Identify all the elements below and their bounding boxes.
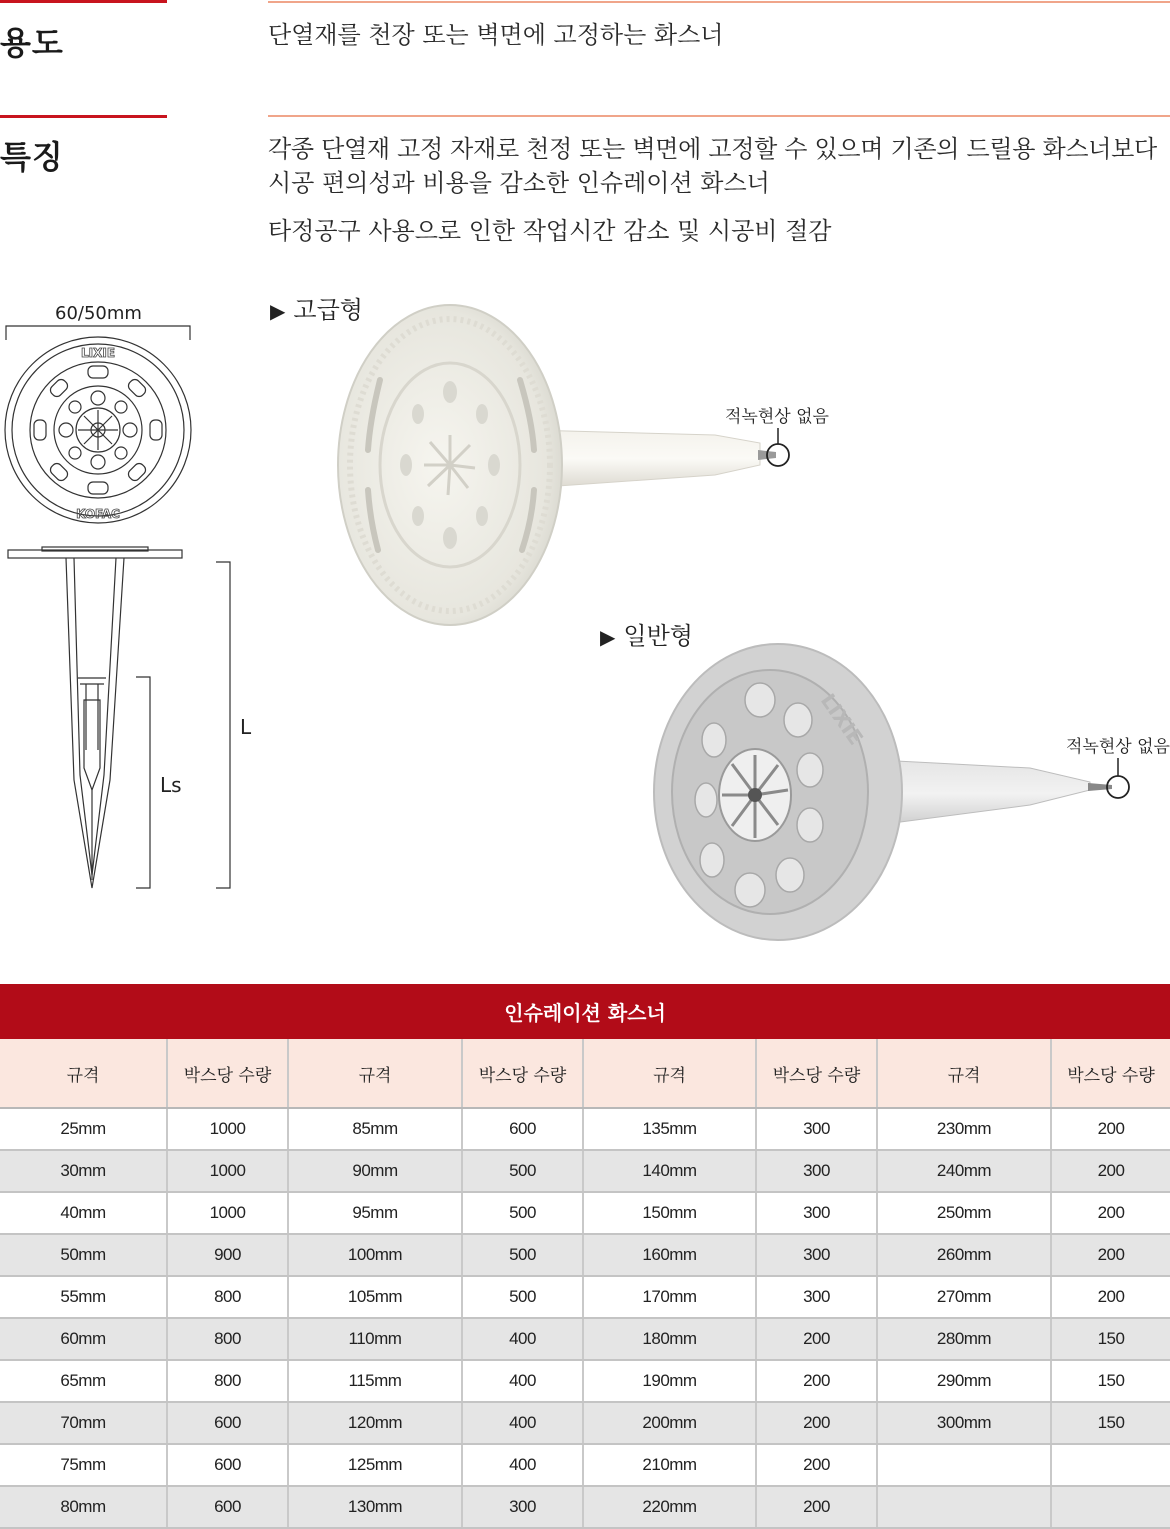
spec-size-cell: 160mm [583,1234,756,1276]
fastener-technical-drawing [0,320,260,900]
box-quantity-cell: 200 [1051,1234,1170,1276]
premium-label-text: 고급형 [293,296,363,324]
box-quantity-cell: 600 [462,1108,583,1150]
box-quantity-cell: 200 [1051,1108,1170,1150]
standard-fastener-image [650,640,1140,950]
spec-size-cell: 95mm [288,1192,462,1234]
spec-size-cell: 40mm [0,1192,167,1234]
box-quantity-cell: 1000 [167,1150,288,1192]
table-title: 인슈레이션 화스너 [0,984,1170,1039]
spec-size-cell: 105mm [288,1276,462,1318]
col-header: 규격 [583,1039,756,1108]
spec-size-cell: 240mm [877,1150,1051,1192]
spec-size-cell: 300mm [877,1402,1051,1444]
box-quantity-cell: 150 [1051,1360,1170,1402]
box-quantity-cell: 200 [1051,1150,1170,1192]
spec-size-cell: 85mm [288,1108,462,1150]
table-row [0,1486,1170,1528]
box-quantity-cell: 800 [167,1276,288,1318]
box-quantity-cell: 600 [167,1486,288,1528]
usage-divider [268,1,1170,3]
box-quantity-cell: 150 [1051,1402,1170,1444]
spec-size-cell: 200mm [583,1402,756,1444]
box-quantity-cell: 150 [1051,1318,1170,1360]
box-quantity-cell: 500 [462,1192,583,1234]
spec-size-cell: 30mm [0,1150,167,1192]
spec-size-cell [877,1444,1051,1486]
usage-heading-underline [0,0,167,3]
spec-size-cell: 55mm [0,1276,167,1318]
table-header-row [0,1039,1170,1108]
spec-size-cell: 280mm [877,1318,1051,1360]
spec-size-cell: 110mm [288,1318,462,1360]
box-quantity-cell: 200 [756,1486,877,1528]
box-quantity-cell [1051,1444,1170,1486]
features-heading: 특징 [0,138,64,176]
spec-size-cell: 135mm [583,1108,756,1150]
features-line-2: 시공 편의성과 비용을 감소한 인슈레이션 화스너 [268,169,770,197]
box-quantity-cell: 300 [756,1276,877,1318]
spec-size-cell: 25mm [0,1108,167,1150]
standard-brand-mark: LIXIE [815,689,869,750]
standard-label-text: 일반형 [623,622,693,650]
spec-size-cell: 130mm [288,1486,462,1528]
box-quantity-cell: 400 [462,1318,583,1360]
spec-size-cell: 100mm [288,1234,462,1276]
box-quantity-cell: 600 [167,1402,288,1444]
box-quantity-cell: 200 [1051,1192,1170,1234]
box-quantity-cell: 300 [462,1486,583,1528]
box-quantity-cell: 500 [462,1276,583,1318]
spec-size-cell: 270mm [877,1276,1051,1318]
premium-callout: 적녹현상 없음 [725,407,829,427]
spec-size-cell: 180mm [583,1318,756,1360]
spec-size-cell: 75mm [0,1444,167,1486]
standard-callout: 적녹현상 없음 [1066,737,1170,757]
spec-size-cell: 190mm [583,1360,756,1402]
spec-size-cell: 210mm [583,1444,756,1486]
table-row [0,1318,1170,1360]
spec-size-cell: 60mm [0,1318,167,1360]
table-row [0,1192,1170,1234]
box-quantity-cell: 300 [756,1108,877,1150]
spec-size-cell: 80mm [0,1486,167,1528]
box-quantity-cell: 600 [167,1444,288,1486]
length-label: L [240,715,252,739]
box-quantity-cell: 400 [462,1444,583,1486]
box-quantity-cell: 500 [462,1234,583,1276]
box-quantity-cell [1051,1486,1170,1528]
spec-size-cell: 50mm [0,1234,167,1276]
premium-fastener-image [320,300,800,660]
usage-text: 단열재를 천장 또는 벽면에 고정하는 화스너 [268,21,724,49]
col-header: 규격 [0,1039,167,1108]
spec-size-cell: 170mm [583,1276,756,1318]
features-heading-underline [0,115,167,118]
col-header: 박스당 수량 [462,1039,583,1108]
spec-size-cell: 290mm [877,1360,1051,1402]
box-quantity-cell: 500 [462,1150,583,1192]
features-line-1: 각종 단열재 고정 자재로 천정 또는 벽면에 고정할 수 있으며 기존의 드릴용 화스너보다 [268,135,1157,163]
box-quantity-cell: 1000 [167,1108,288,1150]
col-header: 박스당 수량 [756,1039,877,1108]
col-header: 규격 [288,1039,462,1108]
spec-size-cell: 220mm [583,1486,756,1528]
table-row [0,1402,1170,1444]
col-header: 규격 [877,1039,1051,1108]
box-quantity-cell: 200 [756,1402,877,1444]
box-quantity-cell: 400 [462,1360,583,1402]
table-row [0,1444,1170,1486]
box-quantity-cell: 1000 [167,1192,288,1234]
triangle-marker-icon: ▶ [270,299,286,323]
drawing-logo-top: LIXIE [80,346,116,360]
shank-length-label: Ls [160,773,182,797]
drawing-logo-bottom: KOFAC [76,507,120,521]
spec-size-cell: 120mm [288,1402,462,1444]
spec-size-cell: 125mm [288,1444,462,1486]
col-header: 박스당 수량 [167,1039,288,1108]
table-row [0,1108,1170,1150]
table-row [0,1234,1170,1276]
box-quantity-cell: 800 [167,1360,288,1402]
box-quantity-cell: 400 [462,1402,583,1444]
table-row [0,1360,1170,1402]
spec-size-cell: 70mm [0,1402,167,1444]
spec-size-cell: 65mm [0,1360,167,1402]
diameter-label: 60/50mm [55,303,142,324]
spec-table [0,984,1170,1529]
spec-size-cell: 230mm [877,1108,1051,1150]
col-header: 박스당 수량 [1051,1039,1170,1108]
box-quantity-cell: 300 [756,1150,877,1192]
table-row [0,1150,1170,1192]
box-quantity-cell: 200 [756,1360,877,1402]
usage-heading: 용도 [0,24,64,62]
box-quantity-cell: 200 [1051,1276,1170,1318]
box-quantity-cell: 800 [167,1318,288,1360]
box-quantity-cell: 300 [756,1234,877,1276]
box-quantity-cell: 300 [756,1192,877,1234]
features-line-3: 타정공구 사용으로 인한 작업시간 감소 및 시공비 절감 [268,217,832,245]
spec-size-cell: 150mm [583,1192,756,1234]
spec-size-cell: 250mm [877,1192,1051,1234]
spec-size-cell: 140mm [583,1150,756,1192]
table-row [0,1276,1170,1318]
spec-size-cell [877,1486,1051,1528]
box-quantity-cell: 200 [756,1318,877,1360]
box-quantity-cell: 900 [167,1234,288,1276]
spec-size-cell: 115mm [288,1360,462,1402]
spec-size-cell: 90mm [288,1150,462,1192]
spec-size-cell: 260mm [877,1234,1051,1276]
box-quantity-cell: 200 [756,1444,877,1486]
triangle-marker-icon: ▶ [600,625,616,649]
features-divider [268,115,1170,117]
